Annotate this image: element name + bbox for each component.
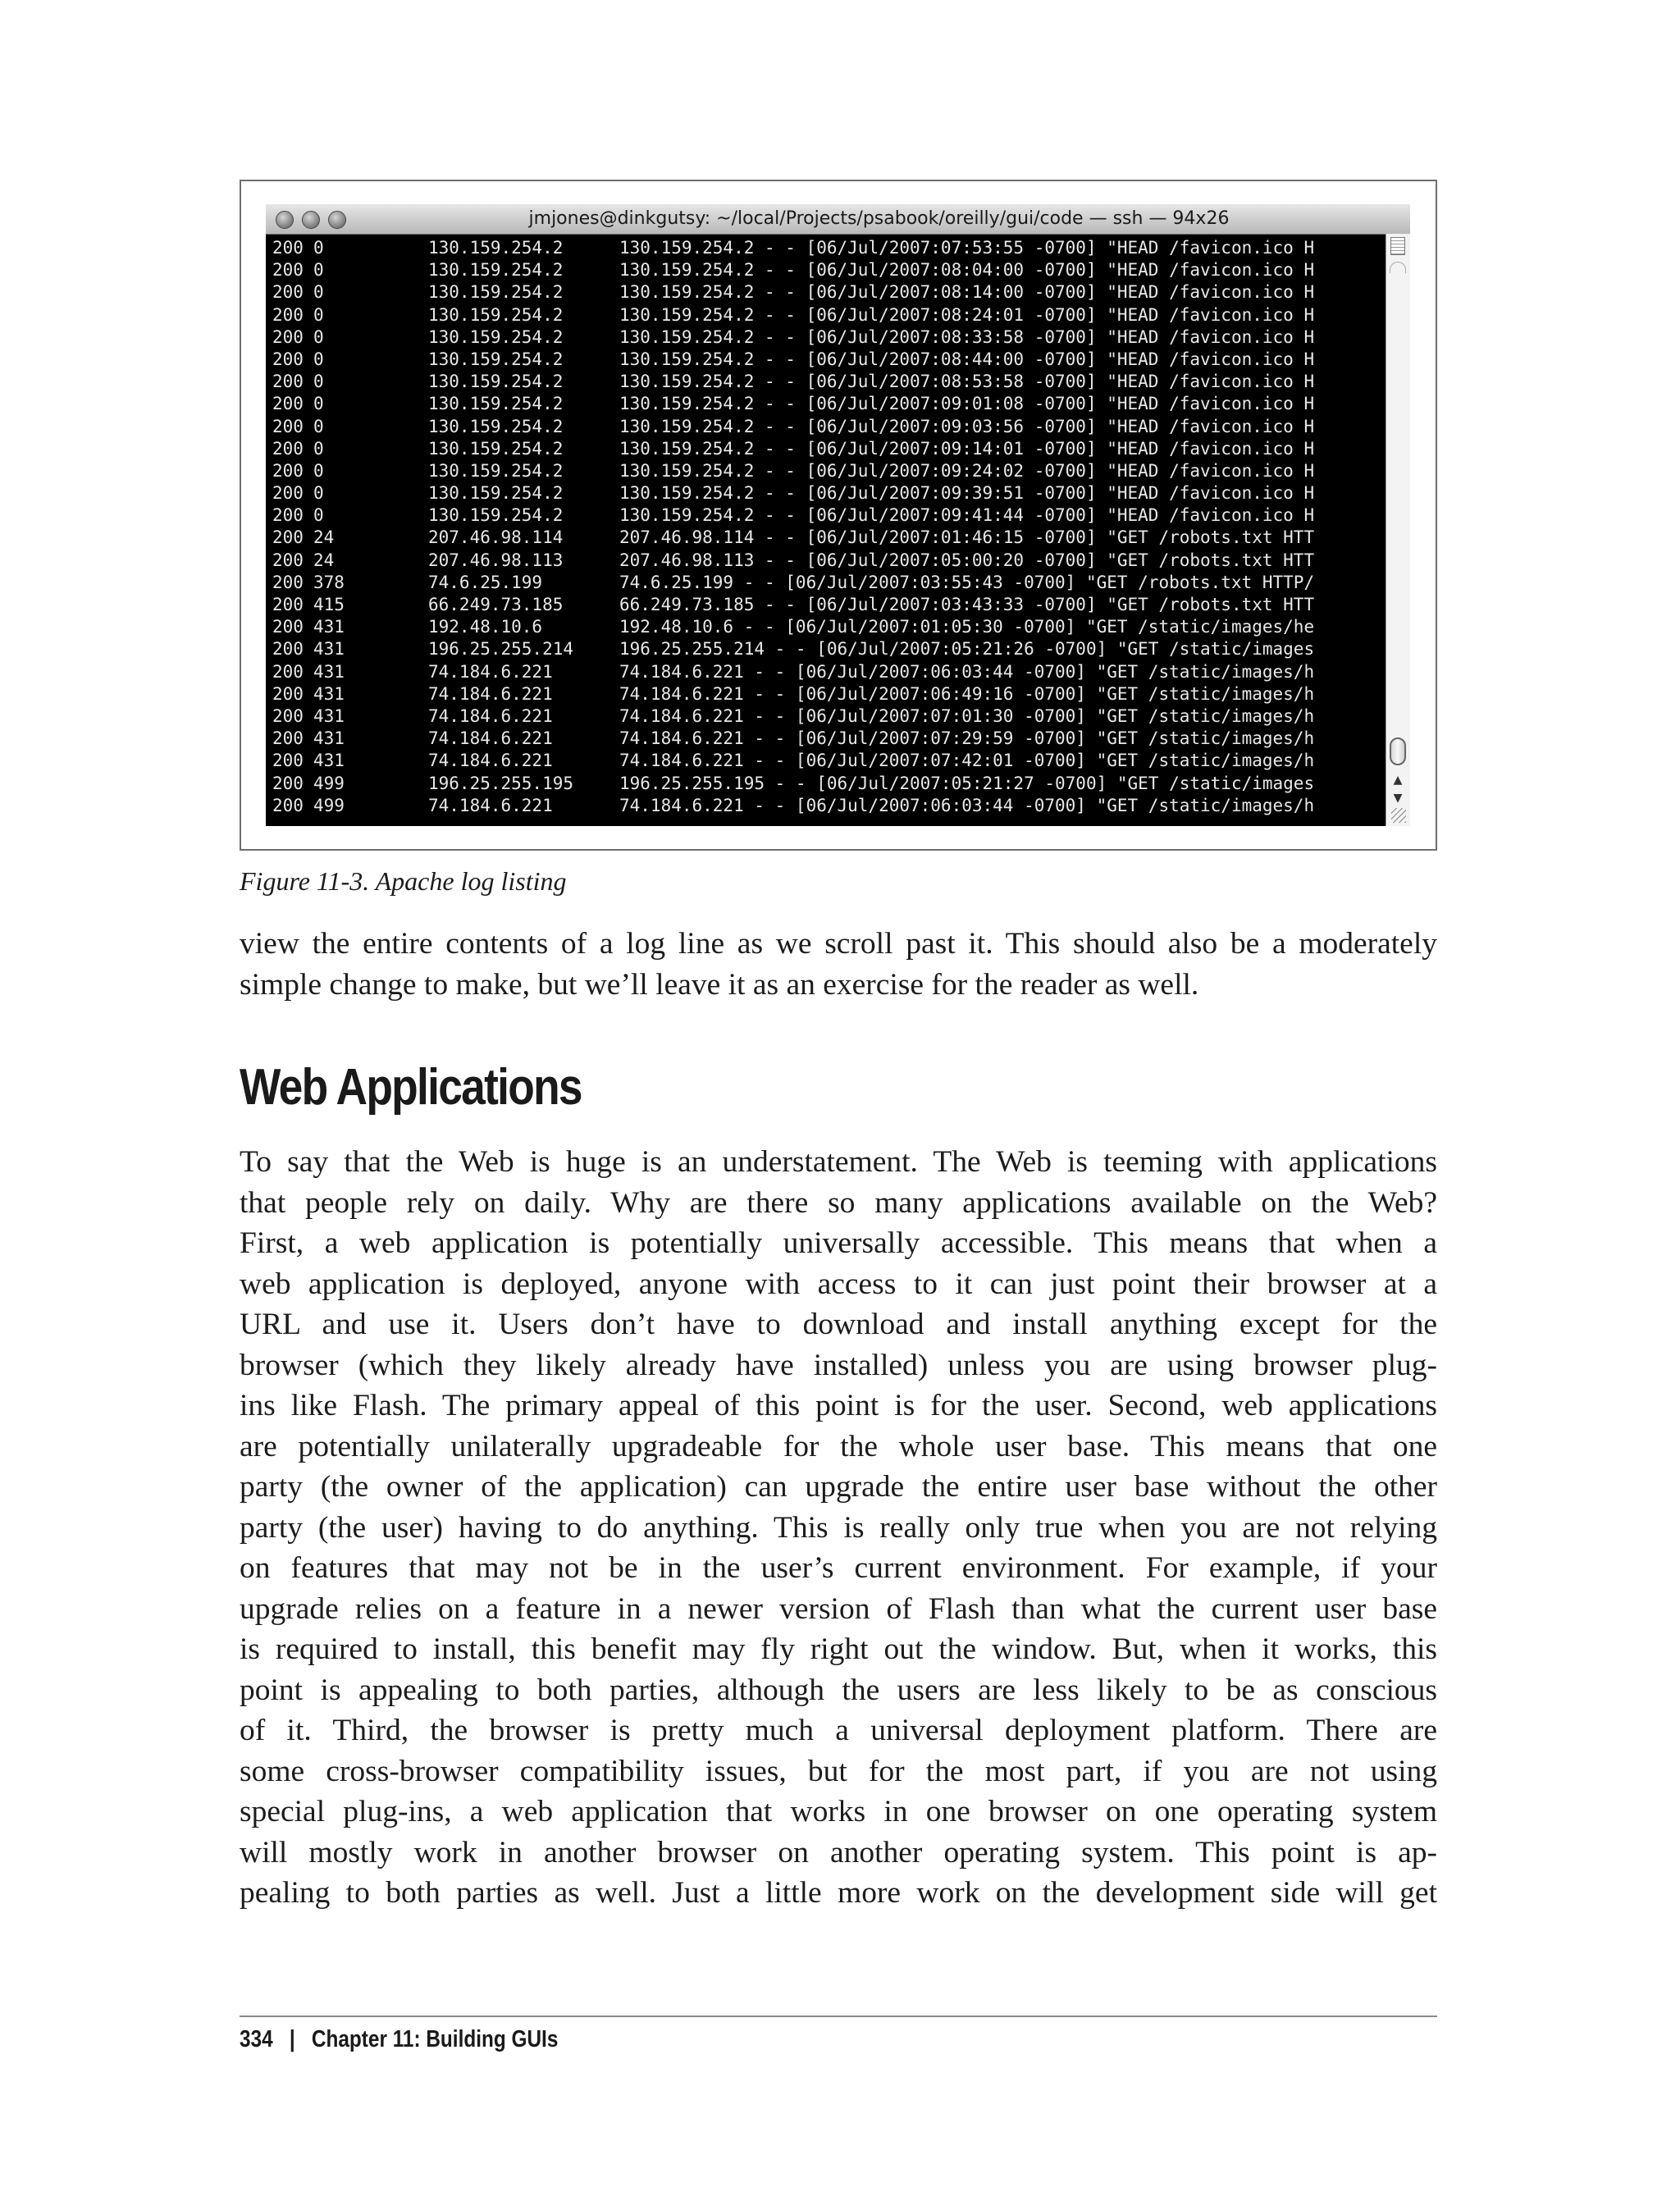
log-entry: 74.184.6.221 - - [06/Jul/2007:07:42:01 -0700] "GET /static/images/h	[619, 751, 1315, 771]
resize-grip-icon[interactable]	[1391, 808, 1406, 823]
terminal-window	[266, 204, 1410, 826]
log-line	[272, 371, 1406, 393]
log-status: 200	[272, 505, 304, 526]
log-entry: 130.159.254.2 - - [06/Jul/2007:08:04:00 -0700] "HEAD /favicon.ico H	[619, 260, 1315, 281]
log-entry: 130.159.254.2 - - [06/Jul/2007:08:14:00 -0700] "HEAD /favicon.ico H	[619, 282, 1315, 303]
log-host: 192.48.10.6	[428, 617, 543, 637]
log-status: 200	[272, 304, 304, 325]
log-entry: 130.159.254.2 - - [06/Jul/2007:09:41:44 -0700] "HEAD /favicon.ico H	[619, 505, 1315, 526]
log-status: 200	[272, 394, 304, 414]
log-entry: 74.184.6.221 - - [06/Jul/2007:06:49:16 -0700] "GET /static/images/h	[619, 683, 1315, 704]
log-status: 200	[272, 372, 304, 392]
log-entry: 196.25.255.195 - - [06/Jul/2007:05:21:27 -0700] "GET /static/images	[619, 773, 1315, 793]
log-entry: 74.184.6.221 - - [06/Jul/2007:07:01:30 -0700] "GET /static/images/h	[619, 705, 1315, 726]
log-bytes: 0	[313, 505, 324, 526]
log-status: 200	[272, 550, 304, 570]
log-bytes: 431	[313, 728, 345, 749]
terminal-titlebar[interactable]	[266, 204, 1410, 235]
log-bytes: 0	[313, 238, 324, 258]
log-host: 196.25.255.195	[428, 773, 574, 793]
paragraph-continuation	[240, 924, 1437, 1005]
log-line	[272, 349, 1406, 371]
log-bytes: 0	[313, 282, 324, 303]
log-entry: 130.159.254.2 - - [06/Jul/2007:09:24:02 -0700] "HEAD /favicon.ico H	[619, 460, 1315, 481]
log-entry: 130.159.254.2 - - [06/Jul/2007:08:33:58 -0700] "HEAD /favicon.ico H	[619, 326, 1315, 347]
text-line: URL and use it. Users don’t have to download and install anything except for the	[240, 1308, 1437, 1341]
log-line	[272, 237, 1406, 259]
log-status: 200	[272, 282, 304, 303]
scroll-down-icon[interactable]: ▼	[1393, 792, 1403, 805]
log-bytes: 431	[313, 705, 345, 726]
text-line: some cross-browser compatibility issues, but for the most part, if you are not using	[240, 1754, 1437, 1788]
log-host: 130.159.254.2	[428, 438, 564, 459]
log-status: 200	[272, 460, 304, 481]
log-status: 200	[272, 617, 304, 637]
log-line	[272, 638, 1406, 660]
log-host: 130.159.254.2	[428, 394, 564, 414]
log-entry: 74.6.25.199 - - [06/Jul/2007:03:55:43 -0700] "GET /robots.txt HTTP/	[619, 572, 1315, 592]
text-line: upgrade relies on a feature in a newer version of Flash than what the current user base	[240, 1591, 1437, 1626]
text-line: of it. Third, the browser is pretty much a universal deployment platform. There are	[240, 1714, 1437, 1747]
log-host: 130.159.254.2	[428, 505, 564, 526]
log-bytes: 0	[313, 326, 324, 347]
log-host: 74.184.6.221	[428, 751, 553, 771]
log-line	[272, 683, 1406, 705]
log-line	[272, 281, 1406, 304]
log-line	[272, 393, 1406, 415]
log-entry: 130.159.254.2 - - [06/Jul/2007:07:53:55 -0700] "HEAD /favicon.ico H	[619, 238, 1315, 258]
minimize-window-icon[interactable]	[302, 211, 320, 229]
log-line	[272, 594, 1406, 616]
section-heading: Web Applications	[240, 1059, 582, 1116]
log-line	[272, 750, 1406, 772]
log-status: 200	[272, 705, 304, 726]
log-status: 200	[272, 728, 304, 749]
log-entry: 66.249.73.185 - - [06/Jul/2007:03:43:33 -0700] "GET /robots.txt HTT	[619, 595, 1315, 614]
log-status: 200	[272, 661, 304, 682]
log-status: 200	[272, 795, 304, 815]
log-host: 74.184.6.221	[428, 728, 553, 749]
log-bytes: 0	[313, 349, 324, 369]
log-bytes: 24	[313, 550, 335, 570]
log-entry: 130.159.254.2 - - [06/Jul/2007:08:53:58 -0700] "HEAD /favicon.ico H	[619, 372, 1315, 392]
log-line	[272, 482, 1406, 504]
text-line: are potentially unilaterally upgradeable for the whole user base. This means that one	[240, 1429, 1437, 1463]
scroll-lock-icon[interactable]	[1390, 237, 1405, 255]
log-host: 130.159.254.2	[428, 304, 564, 325]
log-bytes: 0	[313, 416, 324, 436]
log-bytes: 0	[313, 438, 324, 459]
log-line	[272, 438, 1406, 460]
log-bytes: 0	[313, 460, 324, 481]
log-status: 200	[272, 326, 304, 347]
log-host: 130.159.254.2	[428, 416, 564, 436]
terminal-title: jmjones@dinkgutsy: ~/local/Projects/psabook/oreilly/gui/code — ssh — 94x26	[528, 208, 1230, 229]
log-line	[272, 259, 1406, 281]
text-line: simple change to make, but we’ll leave it as an exercise for the reader as well.	[240, 967, 1199, 1002]
text-line: point is appealing to both parties, although the users are less likely to be as conscious	[240, 1673, 1437, 1707]
log-bytes: 431	[313, 683, 345, 704]
log-line	[272, 504, 1406, 527]
log-status: 200	[272, 639, 304, 660]
log-entry: 207.46.98.113 - - [06/Jul/2007:05:00:20 -0700] "GET /robots.txt HTT	[619, 550, 1315, 570]
chapter-title: Chapter 11: Building GUIs	[311, 2026, 559, 2052]
log-bytes: 0	[313, 372, 324, 392]
footer-rule	[240, 2016, 1437, 2017]
log-line	[272, 460, 1406, 482]
log-host: 74.184.6.221	[428, 661, 553, 682]
log-status: 200	[272, 483, 304, 504]
log-entry: 130.159.254.2 - - [06/Jul/2007:09:01:08 -0700] "HEAD /favicon.ico H	[619, 394, 1315, 414]
log-bytes: 415	[313, 595, 345, 614]
page-number: 334	[240, 2026, 273, 2052]
log-line	[272, 572, 1406, 594]
figure-frame	[240, 180, 1437, 851]
log-host: 196.25.255.214	[428, 639, 574, 660]
figure-caption: Figure 11-3. Apache log listing	[240, 866, 567, 896]
log-line	[272, 795, 1406, 817]
paragraph-web-applications	[240, 1142, 1437, 1914]
log-bytes: 24	[313, 527, 335, 548]
text-line: To say that the Web is huge is an understatement. The Web is teeming with applications	[240, 1145, 1437, 1179]
terminal-output[interactable]	[272, 237, 1406, 821]
text-line: will mostly work in another browser on another operating system. This point is ap-	[240, 1835, 1437, 1869]
log-bytes: 431	[313, 661, 345, 682]
log-line	[272, 304, 1406, 326]
log-bytes: 499	[313, 795, 345, 815]
log-host: 130.159.254.2	[428, 460, 564, 481]
log-host: 74.184.6.221	[428, 683, 553, 704]
log-line	[272, 527, 1406, 549]
text-line: ins like Flash. The primary appeal of this point is for the user. Second, web applications	[240, 1389, 1437, 1422]
log-line	[272, 661, 1406, 683]
log-host: 130.159.254.2	[428, 372, 564, 392]
log-bytes: 0	[313, 304, 324, 325]
log-entry: 207.46.98.114 - - [06/Jul/2007:01:46:15 -0700] "GET /robots.txt HTT	[619, 527, 1315, 548]
log-bytes: 499	[313, 773, 345, 793]
log-line	[272, 728, 1406, 750]
log-status: 200	[272, 773, 304, 793]
page-footer	[240, 2026, 558, 2053]
scrollbar-thumb[interactable]	[1390, 737, 1406, 765]
log-status: 200	[272, 238, 304, 258]
text-line: view the entire contents of a log line as we scroll past it. This should also be a moderately	[240, 927, 1437, 961]
log-entry: 130.159.254.2 - - [06/Jul/2007:09:14:01 -0700] "HEAD /favicon.ico H	[619, 438, 1315, 459]
log-bytes: 0	[313, 394, 324, 414]
log-line	[272, 326, 1406, 349]
log-line	[272, 616, 1406, 638]
log-status: 200	[272, 572, 304, 592]
zoom-window-icon[interactable]	[328, 211, 346, 229]
text-line: on features that may not be in the user’s current environment. For example, if your	[240, 1551, 1437, 1585]
text-line: party (the owner of the application) can upgrade the entire user base without the other	[240, 1470, 1437, 1504]
text-line: First, a web application is potentially universally accessible. This means that when a	[240, 1226, 1437, 1260]
text-line: party (the user) having to do anything. This is really only true when you are not relying	[240, 1510, 1437, 1545]
log-entry: 130.159.254.2 - - [06/Jul/2007:08:24:01 -0700] "HEAD /favicon.ico H	[619, 304, 1315, 325]
log-host: 130.159.254.2	[428, 326, 564, 347]
log-entry: 192.48.10.6 - - [06/Jul/2007:01:05:30 -0700] "GET /static/images/he	[619, 617, 1315, 637]
log-line	[272, 416, 1406, 438]
log-entry: 74.184.6.221 - - [06/Jul/2007:06:03:44 -0700] "GET /static/images/h	[619, 661, 1315, 682]
text-line: web application is deployed, anyone with access to it can just point their browser at a	[240, 1267, 1437, 1301]
log-host: 130.159.254.2	[428, 282, 564, 303]
log-line	[272, 773, 1406, 795]
footer-separator: |	[289, 2026, 295, 2052]
log-bytes: 0	[313, 483, 324, 504]
text-line: is required to install, this benefit may fly right out the window. But, when it works, this	[240, 1632, 1437, 1666]
log-line	[272, 705, 1406, 728]
log-entry: 130.159.254.2 - - [06/Jul/2007:09:03:56 -0700] "HEAD /favicon.ico H	[619, 416, 1315, 436]
scrollbar-track-top	[1390, 262, 1406, 273]
text-line: that people rely on daily. Why are there so many applications available on the Web?	[240, 1185, 1437, 1220]
log-bytes: 431	[313, 639, 345, 660]
log-host: 130.159.254.2	[428, 260, 564, 281]
log-line	[272, 550, 1406, 572]
log-host: 130.159.254.2	[428, 238, 564, 258]
log-status: 200	[272, 260, 304, 281]
log-host: 207.46.98.113	[428, 550, 564, 570]
text-line: special plug-ins, a web application that works in one browser on one operating system	[240, 1795, 1437, 1828]
log-bytes: 431	[313, 751, 345, 771]
log-host: 130.159.254.2	[428, 483, 564, 504]
log-host: 74.6.25.199	[428, 572, 543, 592]
log-bytes: 431	[313, 617, 345, 637]
text-line: pealing to both parties as well. Just a little more work on the development side will get	[240, 1876, 1437, 1910]
log-host: 74.184.6.221	[428, 795, 553, 815]
log-entry: 130.159.254.2 - - [06/Jul/2007:09:39:51 -0700] "HEAD /favicon.ico H	[619, 483, 1315, 504]
log-host: 130.159.254.2	[428, 349, 564, 369]
log-host: 74.184.6.221	[428, 705, 553, 726]
log-bytes: 0	[313, 260, 324, 281]
log-bytes: 378	[313, 572, 345, 592]
log-status: 200	[272, 438, 304, 459]
log-entry: 196.25.255.214 - - [06/Jul/2007:05:21:26 -0700] "GET /static/images	[619, 639, 1315, 660]
log-host: 207.46.98.114	[428, 527, 564, 548]
log-status: 200	[272, 527, 304, 548]
log-entry: 74.184.6.221 - - [06/Jul/2007:07:29:59 -0700] "GET /static/images/h	[619, 728, 1315, 749]
log-status: 200	[272, 416, 304, 436]
log-status: 200	[272, 349, 304, 369]
log-status: 200	[272, 595, 304, 614]
log-status: 200	[272, 751, 304, 771]
log-entry: 74.184.6.221 - - [06/Jul/2007:06:03:44 -0700] "GET /static/images/h	[619, 795, 1315, 815]
log-status: 200	[272, 683, 304, 704]
log-entry: 130.159.254.2 - - [06/Jul/2007:08:44:00 -0700] "HEAD /favicon.ico H	[619, 349, 1315, 369]
log-host: 66.249.73.185	[428, 595, 564, 614]
close-window-icon[interactable]	[276, 211, 294, 229]
terminal-scrollbar[interactable]	[1386, 234, 1410, 826]
text-line: browser (which they likely already have installed) unless you are using browser plug-	[240, 1348, 1437, 1382]
scroll-up-icon[interactable]: ▲	[1393, 774, 1403, 787]
